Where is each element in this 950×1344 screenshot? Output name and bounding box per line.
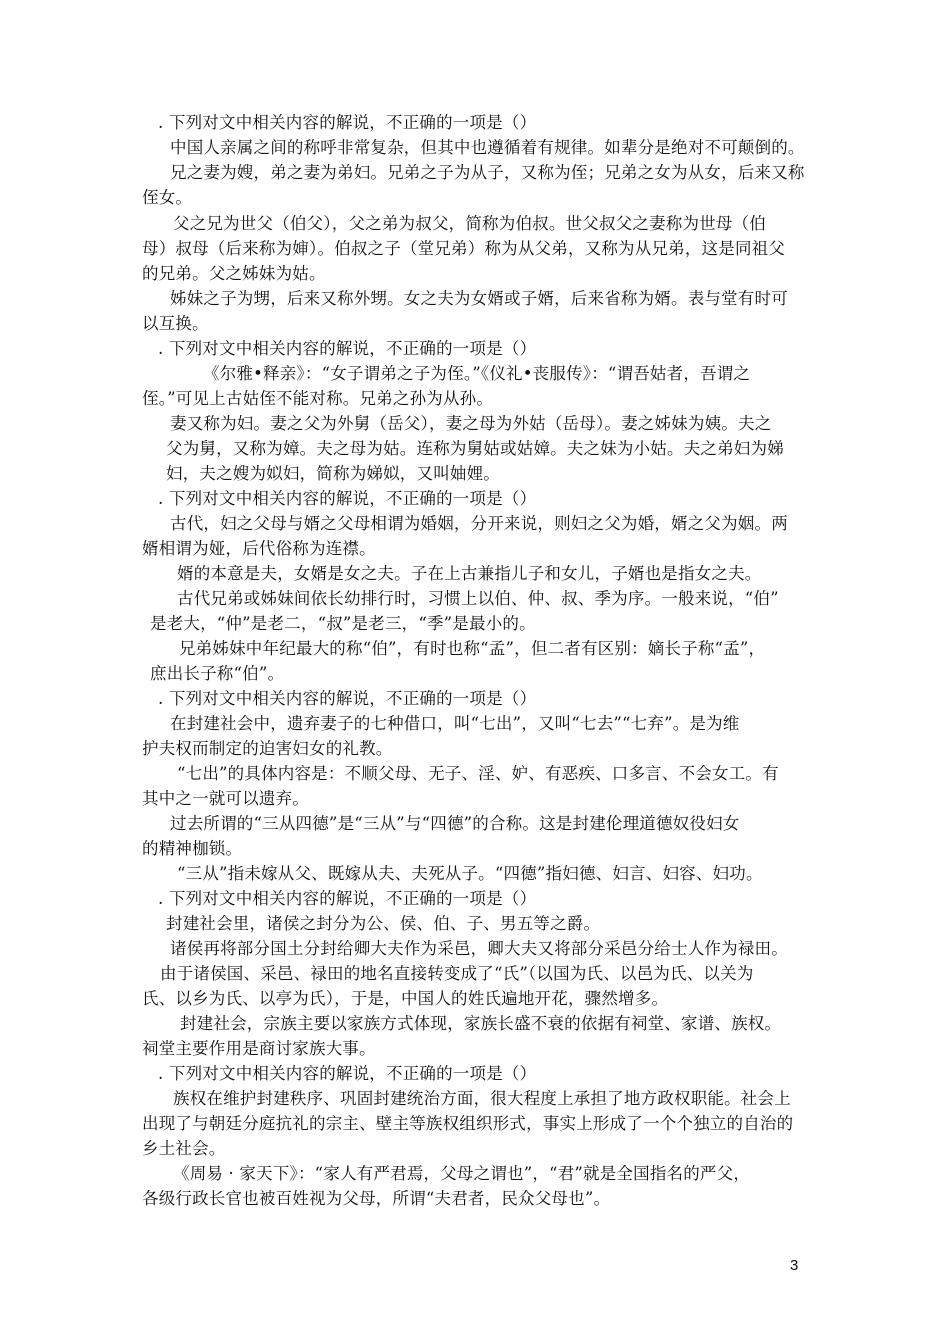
body-text-line: 侄女。 bbox=[142, 188, 193, 207]
question-stem-2: . 下列对文中相关内容的解说，不正确的一项是（） bbox=[158, 339, 537, 358]
body-text-line: 其中之一就可以遗弃。 bbox=[142, 789, 309, 808]
body-text-line: 《尔雅•释亲》：“女子谓弟之子为侄。”《仪礼•丧服传》：“谓吾姑者，吾谓之 bbox=[203, 364, 751, 383]
question-stem-5: . 下列对文中相关内容的解说，不正确的一项是（） bbox=[158, 889, 537, 908]
body-text-line: 乡土社会。 bbox=[142, 1139, 226, 1158]
body-text-line: 祠堂主要作用是商讨家族大事。 bbox=[142, 1039, 376, 1058]
body-text-line: 婿的本意是夫，女婿是女之夫。子在上古兼指儿子和女儿，子婿也是指女之夫。 bbox=[177, 564, 762, 583]
body-text-line: 封建社会，宗族主要以家族方式体现，家族长盛不衰的依据有祠堂、家谱、族权。 bbox=[180, 1014, 782, 1033]
body-text-line: 过去所谓的“三从四德”是“三从”与“四德”的合称。这是封建伦理道德奴役妇女 bbox=[170, 814, 740, 833]
body-text-line: 兄之妻为嫂，弟之妻为弟妇。兄弟之子为从子，又称为侄；兄弟之女为从女，后来又称 bbox=[170, 163, 805, 182]
question-stem-3: . 下列对文中相关内容的解说，不正确的一项是（） bbox=[158, 489, 537, 508]
page-number: 3 bbox=[790, 1257, 799, 1274]
body-text-line: 兄弟姊妹中年纪最大的称“伯”，有时也称“孟”，但二者有区别：嫡长子称“孟”， bbox=[179, 639, 766, 658]
body-text-line: 《周易 · 家天下》：“家人有严君焉，父母之谓也”，“君”就是全国指名的严父， bbox=[173, 1164, 751, 1183]
body-text-line: 中国人亲属之间的称呼非常复杂，但其中也遵循着有规律。如辈分是绝对不可颠倒的。 bbox=[170, 138, 805, 157]
body-text-line: 妇，夫之嫂为姒妇，简称为娣姒，又叫妯娌。 bbox=[166, 464, 500, 483]
body-text-line: 的兄弟。父之姊妹为姑。 bbox=[142, 264, 326, 283]
question-stem-4: . 下列对文中相关内容的解说，不正确的一项是（） bbox=[158, 689, 537, 708]
body-text-line: 是老大，“仲”是老二，“叔”是老三，“季”是最小的。 bbox=[150, 614, 536, 633]
body-text-line: 侄。”可见上古姑侄不能对称。兄弟之孙为从孙。 bbox=[142, 389, 494, 408]
body-text-line: 古代兄弟或姊妹间依长幼排行时，习惯上以伯、仲、叔、季为序。一般来说，“伯” bbox=[177, 589, 779, 608]
body-text-line: 妻又称为妇。妻之父为外舅（岳父），妻之母为外姑（岳母）。妻之姊妹为姨。夫之 bbox=[170, 414, 772, 433]
body-text-line: 以互换。 bbox=[142, 314, 209, 333]
body-text-line: 庶出长子称“伯”。 bbox=[150, 664, 285, 683]
body-text-line: 婿相谓为娅，后代俗称为连襟。 bbox=[142, 539, 376, 558]
body-text-line: 父之兄为世父（伯父），父之弟为叔父，简称为伯叔。世父叔父之妻称为世母（伯 bbox=[173, 214, 766, 233]
body-text-line: 的精神枷锁。 bbox=[142, 839, 243, 858]
question-stem-6: . 下列对文中相关内容的解说，不正确的一项是（） bbox=[158, 1064, 537, 1083]
body-text-line: 母）叔母（后来称为婶）。伯叔之子（堂兄弟）称为从父弟，又称为从兄弟，这是同祖父 bbox=[142, 239, 786, 258]
body-text-line: 姊妹之子为甥，后来又称外甥。女之夫为女婿或子婿，后来省称为婿。表与堂有时可 bbox=[170, 289, 788, 308]
body-text-line: “七出”的具体内容是：不顺父母、无子、淫、妒、有恶疾、口多言、不会女工。有 bbox=[177, 764, 779, 783]
body-text-line: 氏、以乡为氏、以亭为氏），于是，中国人的姓氏遍地开花，骤然增多。 bbox=[142, 989, 669, 1008]
question-stem-1: . 下列对文中相关内容的解说，不正确的一项是（） bbox=[158, 113, 537, 132]
body-text-line: 各级行政长官也被百姓视为父母，所谓“夫君者，民众父母也”。 bbox=[142, 1189, 611, 1208]
body-text-line: “三从”指未嫁从父、既嫁从夫、夫死从子。“四德”指妇德、妇言、妇容、妇功。 bbox=[177, 864, 763, 883]
body-text-line: 护夫权而制定的迫害妇女的礼教。 bbox=[142, 739, 393, 758]
body-text-line: 由于诸侯国、采邑、禄田的地名直接转变成了“氏”（以国为氏、以邑为氏、以关为 bbox=[160, 964, 754, 983]
body-text-line: 诸侯再将部分国土分封给卿大夫作为采邑，卿大夫又将部分采邑分给士人作为禄田。 bbox=[170, 939, 788, 958]
body-text-line: 封建社会里，诸侯之封分为公、侯、伯、子、男五等之爵。 bbox=[166, 914, 601, 933]
body-text-line: 出现了与朝廷分庭抗礼的宗主、壁主等族权组织形式，事实上形成了一个个独立的自治的 bbox=[142, 1114, 794, 1133]
body-text-line: 父为舅，又称为嫜。夫之母为姑。连称为舅姑或姑嫜。夫之妹为小姑。夫之弟妇为娣 bbox=[166, 439, 784, 458]
body-text-line: 在封建社会中，遗弃妻子的七种借口，叫“七出”，又叫“七去”“七弃”。是为维 bbox=[170, 714, 740, 733]
body-text-line: 古代，妇之父母与婿之父母相谓为婚姻，分开来说，则妇之父为婚，婿之父为姻。两 bbox=[170, 514, 788, 533]
body-text-line: 族权在维护封建秩序、巩固封建统治方面，很大程度上承担了地方政权职能。社会上 bbox=[173, 1089, 791, 1108]
